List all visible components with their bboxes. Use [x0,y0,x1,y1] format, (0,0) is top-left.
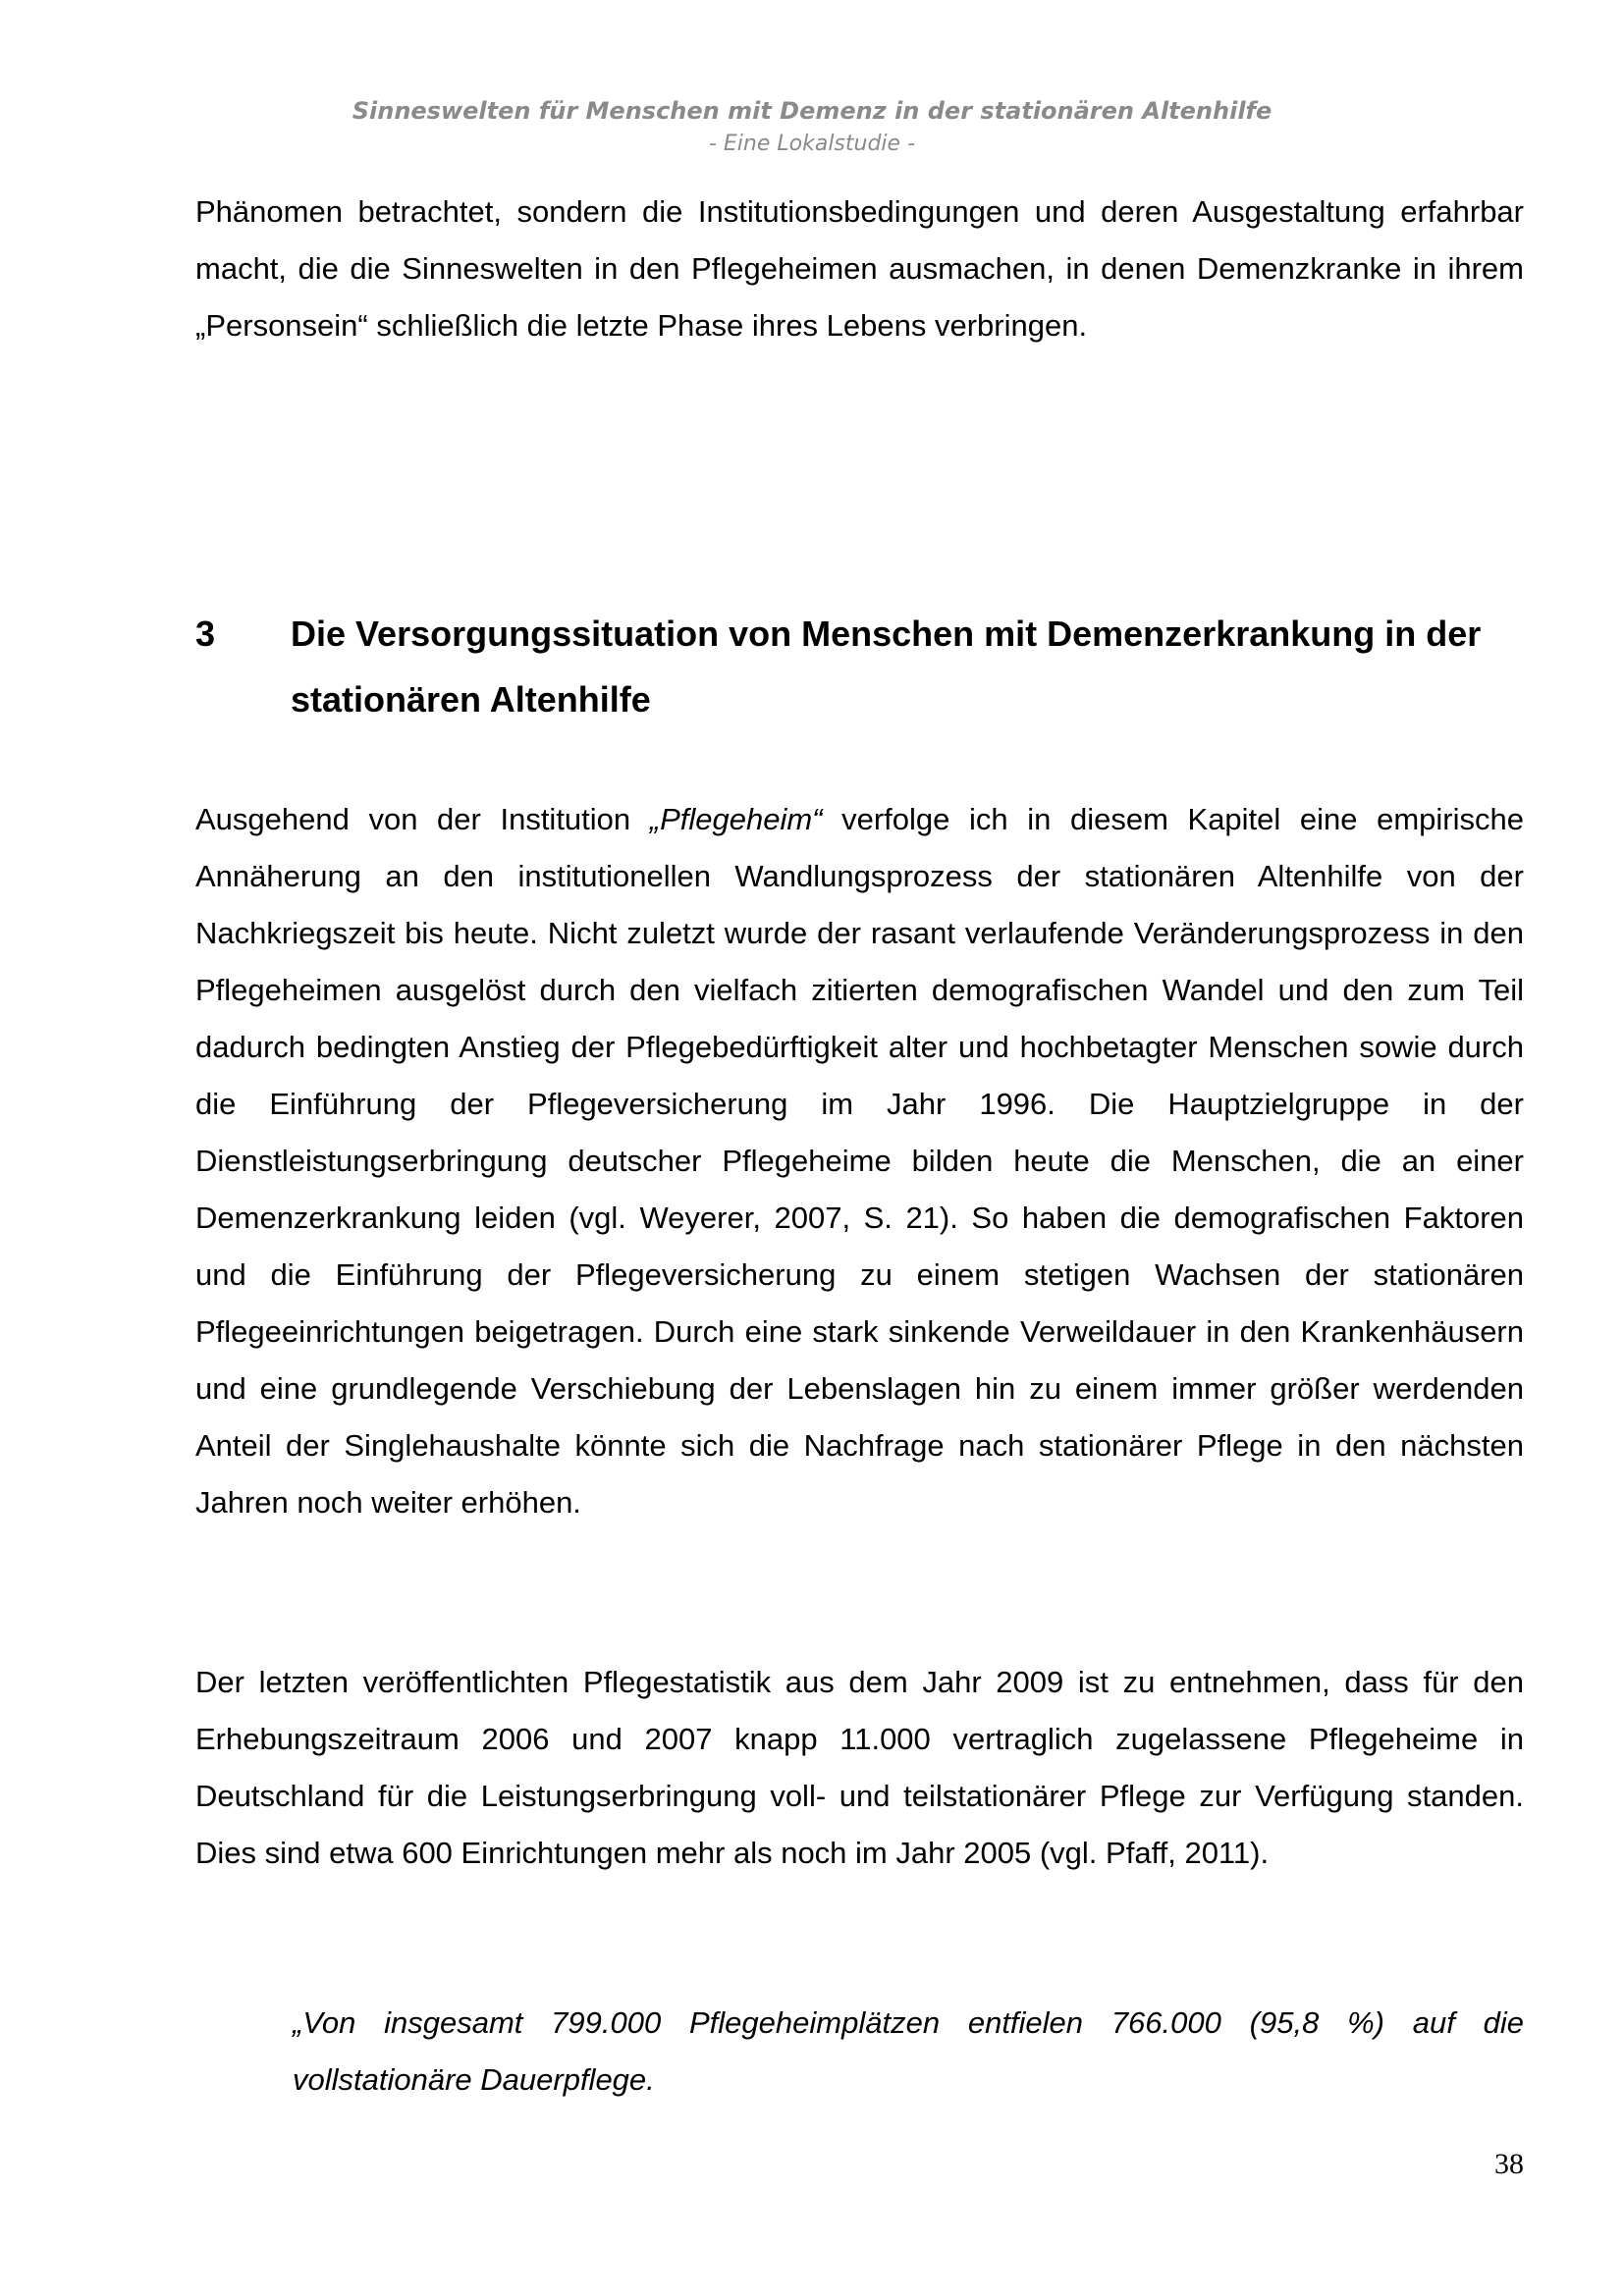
intro-text-rest: verfolge ich in diesem Kapitel eine empirische Annäherung an den institutionellen Wandlungsprozess der stationären Altenhilfe von der Nachkriegszeit bis heute. Nicht zuletzt wurde der rasant verlaufende Veränderungsprozess in den Pflegeheimen ausgelöst durch den vielfach zitierten demografischen Wandel und den zum Teil dadurch bedingten Anstieg der Pflegebedürftigkeit alter und hochbetagter Menschen sowie durch die Einführung der Pflegeversicherung im Jahr 1996. Die Hauptzielgruppe in der Dienstleistungserbringung deutscher Pflegeheime bilden heute die Menschen, die an einer Demenzerkrankung leiden (vgl. Weyerer, 2007, S. 21). So haben die demografischen Faktoren und die Einführung der Pflegeversicherung zu einem stetigen Wachsen der stationären Pflegeeinrichtungen beigetragen. Durch eine stark sinkende Verweildauer in den Krankenhäusern und eine grundlegende Verschiebung der Lebenslagen hin zu einem immer größer werdenden Anteil der Singlehaushalte könnte sich die Nachfrage nach stationärer Pflege in den nächsten Jahren noch weiter erhöhen. [195,802,1524,1520]
header-subtitle: - Eine Lokalstudie - [708,132,916,156]
page-number: 38 [1494,2148,1524,2180]
section-heading [195,601,1524,732]
intro-text-start: Ausgehend von der Institution [195,802,650,836]
intro-paragraph [195,791,1524,1531]
section-title: Die Versorgungssituation von Menschen mit Demenzerkrankung in der stationären Altenhilfe [291,614,1482,720]
block-quote: „Von insgesamt 799.000 Pflegeheimplätzen entfielen 766.000 (95,8 %) auf die vollstationäre Dauerpflege. [293,2005,1524,2097]
statistics-paragraph: Der letzten veröffentlichten Pflegestatistik aus dem Jahr 2009 ist zu entnehmen, dass für den Erhebungszeitraum 2006 und 2007 knapp 11.000 vertraglich zugelassene Pflegeheime in Deutschland für die Leistungserbringung voll- und teilstationärer Pflege zur Verfügung standen. Dies sind etwa 600 Einrichtungen mehr als noch im Jahr 2005 (vgl. Pfaff, 2011). [195,1665,1524,1870]
section-number: 3 [195,614,216,654]
running-header [0,94,1624,161]
intro-emphasis: „Pflegeheim“ [649,802,823,836]
header-title: Sinneswelten für Menschen mit Demenz in der stationären Altenhilfe [352,97,1272,125]
continuation-paragraph: Phänomen betrachtet, sondern die Institutionsbedingungen und deren Ausgestaltung erfahrbar macht, die die Sinneswelten in den Pflegeheimen ausmachen, in denen Demenzkranke in ihrem „Personsein“ schließlich die letzte Phase ihres Lebens verbringen. [195,194,1524,343]
